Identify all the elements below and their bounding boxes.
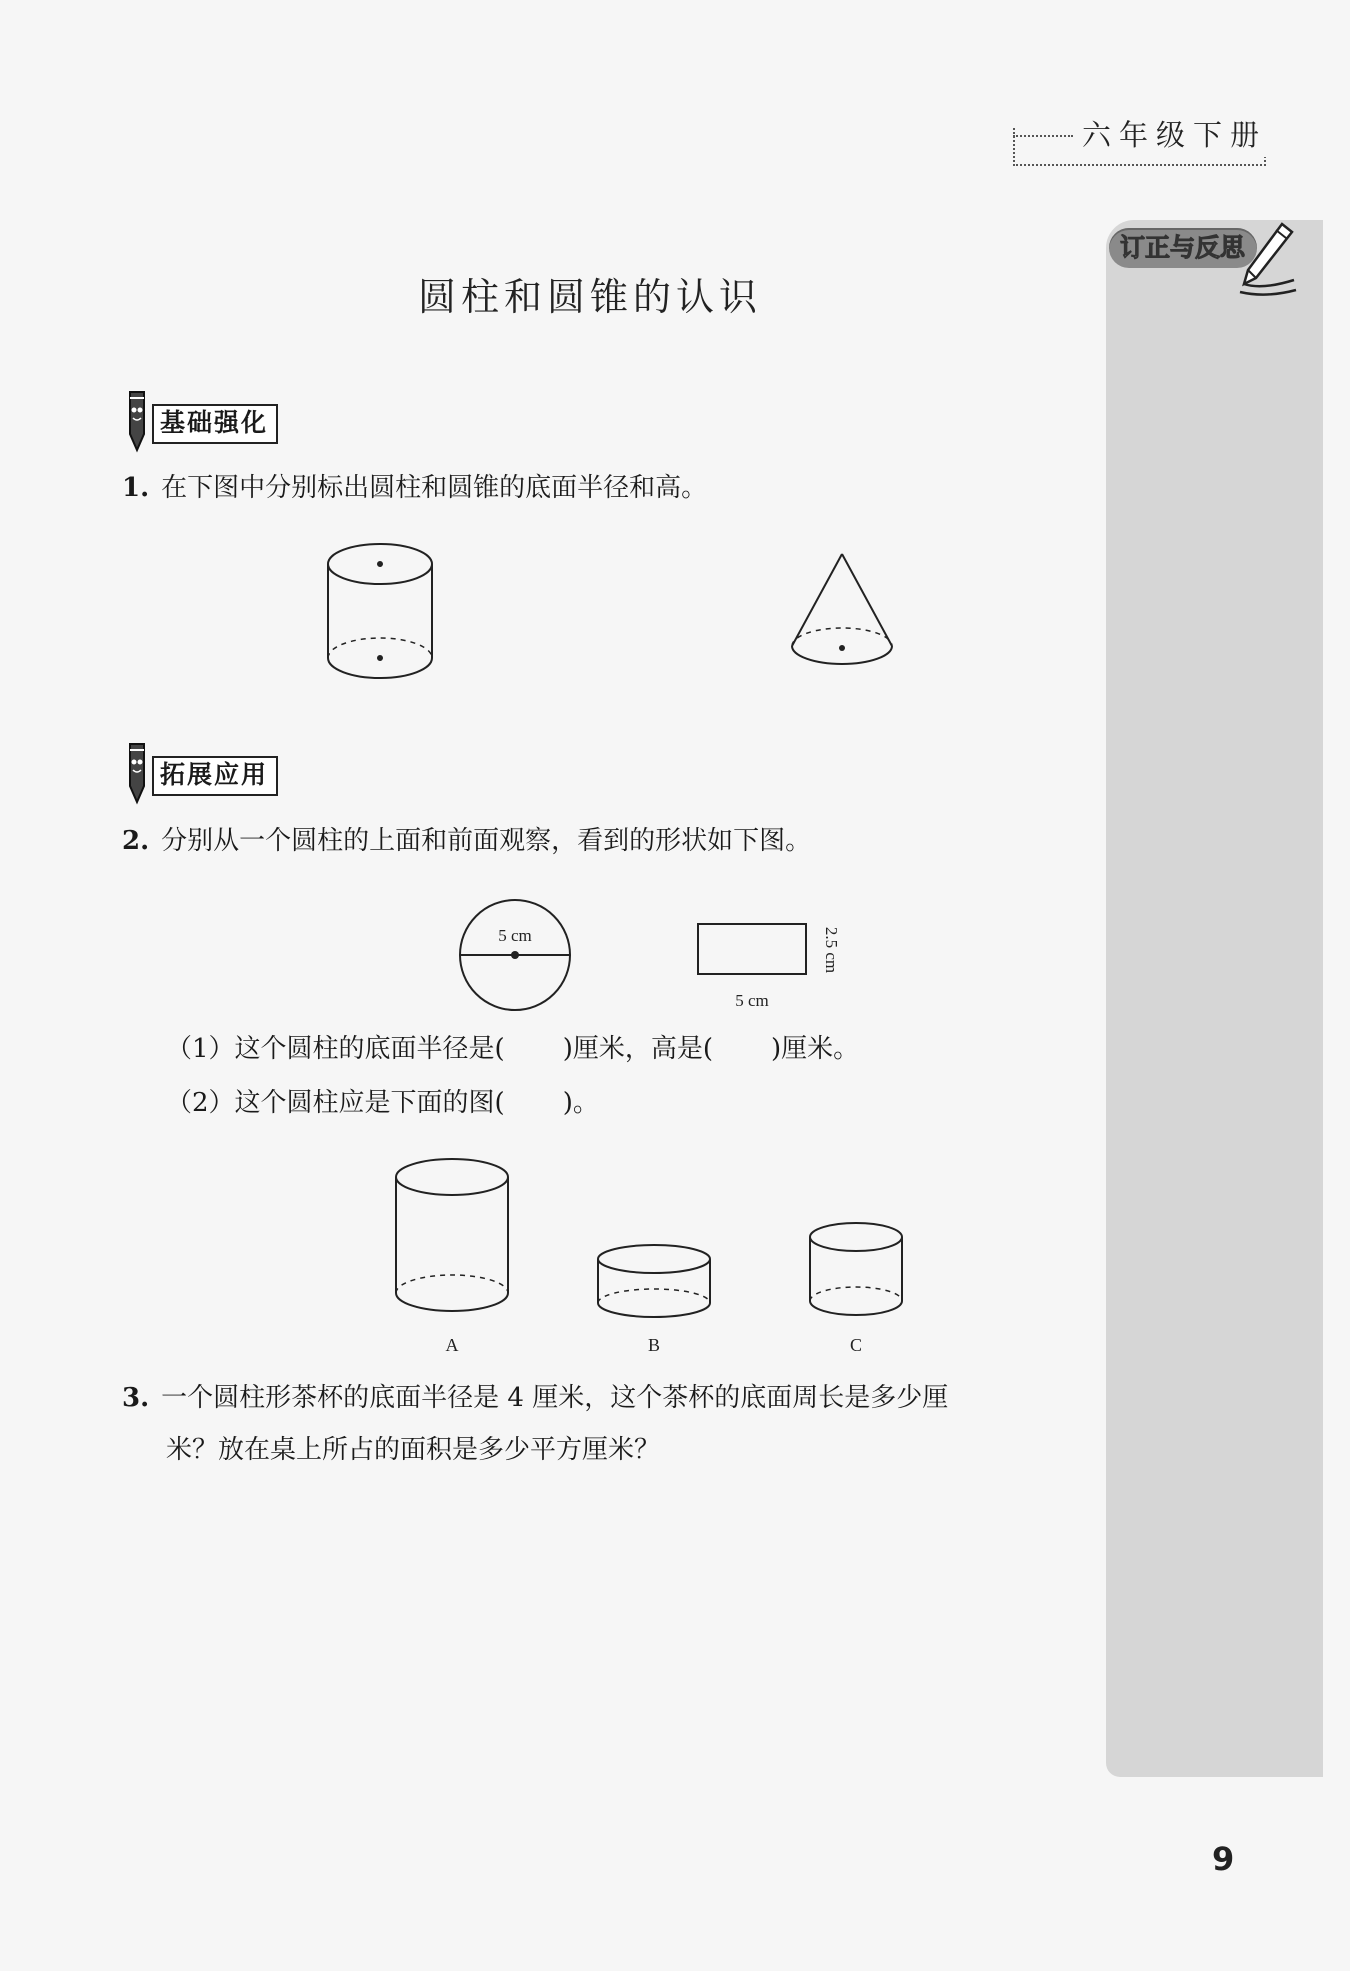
question-1-number: 1.: [122, 473, 150, 503]
cone-figure: [792, 554, 892, 664]
question-2-sub-2: [166, 1082, 599, 1119]
option-a-cylinder[interactable]: [396, 1159, 508, 1311]
circle-diameter-label: 5 cm: [498, 926, 532, 945]
front-view-rectangle: [698, 924, 806, 974]
question-2-number: 2.: [122, 826, 150, 856]
sub-2-end: )。: [562, 1088, 599, 1118]
rect-height-label: 2.5 cm: [822, 926, 841, 974]
correction-sidebar: [1106, 220, 1323, 1777]
question-3-line-2: 米？放在桌上所占的面积是多少平方厘米？: [166, 1435, 661, 1465]
question-2-text: 分别从一个圆柱的上面和前面观察，看到的形状如下图。: [161, 826, 812, 856]
top-view-circle: [460, 900, 570, 1010]
option-b-cylinder[interactable]: [598, 1245, 710, 1317]
section-pencil-icon: [122, 388, 152, 454]
option-b-label: B: [647, 1335, 661, 1355]
option-c-label: C: [849, 1335, 863, 1355]
section-extend-label: 拓展应用: [152, 756, 278, 796]
question-3: [122, 1372, 948, 1424]
section-pencil-icon: [122, 740, 152, 806]
sub-1-end: )厘米。: [770, 1034, 860, 1064]
pencil-icon: [1232, 220, 1302, 300]
sidebar-tab-label: 订正与反思: [1120, 233, 1246, 262]
question-1-text: 在下图中分别标出圆柱和圆锥的底面半径和高。: [161, 473, 708, 503]
rect-width-label: 5 cm: [735, 991, 769, 1010]
question-1: [122, 462, 707, 514]
sub-1-prefix: （1）这个圆柱的底面半径是(: [166, 1034, 505, 1064]
grade-label: 六年级下册: [1078, 113, 1271, 157]
cylinder-figure: [320, 540, 440, 690]
section-basic-label: 基础强化: [152, 404, 278, 444]
question-3-number: 3.: [122, 1383, 150, 1413]
option-a-label: A: [445, 1335, 459, 1355]
sub-2-prefix: （2）这个圆柱应是下面的图(: [166, 1088, 505, 1118]
option-c-cylinder[interactable]: [810, 1223, 902, 1315]
page-number: 9: [1212, 1840, 1235, 1878]
sub-1-mid: )厘米，高是(: [562, 1034, 713, 1064]
question-2: [122, 815, 811, 867]
question-2-sub-1: [166, 1028, 859, 1065]
page-title: 圆柱和圆锥的认识: [417, 275, 762, 319]
question-3-line-1: 一个圆柱形茶杯的底面半径是 4 厘米，这个茶杯的底面周长是多少厘: [161, 1383, 949, 1413]
